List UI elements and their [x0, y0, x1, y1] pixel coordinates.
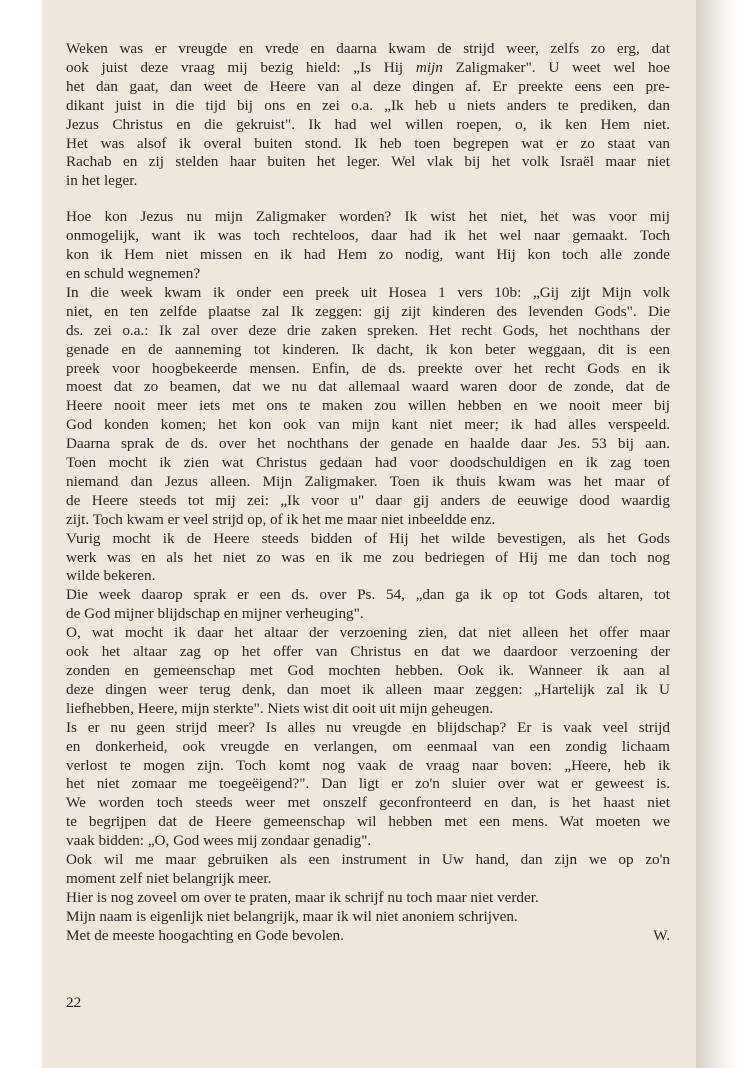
- text-line: te begrijpen dat de Heere gemeenschap wil hebben met een mens. Wat moeten we: [66, 813, 670, 831]
- closing-line: [66, 927, 670, 946]
- paragraph: [66, 624, 670, 719]
- text-line: dikant juist in die tijd bij ons en zei o.a. „Ik heb u niets anders te prediken, dan: [66, 96, 670, 114]
- text-line: Die week daarop sprak er een ds. over Ps. 54, „dan ga ik op tot Gods altaren, tot: [66, 586, 670, 604]
- paragraph: [66, 208, 670, 284]
- text-line: niemand dan Jezus alleen. Mijn Zaligmaker. Toen ik thuis kwam was het maar of: [66, 472, 670, 490]
- text-line: werk was en als het niet zo was en ik me zou bedriegen of Hij me dan toch nog: [66, 548, 670, 566]
- text-line: [66, 59, 670, 78]
- paragraph: [66, 40, 670, 191]
- text-line: Het was alsof ik overal buiten stond. Ik heb toen begrepen wat er zo staat van: [66, 134, 670, 152]
- text-line: Mijn naam is eigenlijk niet belangrijk, maar ik wil niet anoniem schrijven.: [66, 907, 518, 925]
- paragraph: [66, 530, 670, 587]
- text-line: genade en de aanneming tot kinderen. Ik dacht, ik kon beter weggaan, dit is een: [66, 340, 670, 358]
- text-line: Heere nooit meer iets met ons te maken zou willen hebben en we nooit meer bij: [66, 397, 670, 415]
- text-line: de God mijner blijdschap en mijner verheuging".: [66, 605, 364, 623]
- signature: W.: [653, 926, 670, 944]
- paragraph: [66, 719, 670, 851]
- paragraph: [66, 889, 670, 908]
- closing-text: Met de meeste hoogachting en Gode bevolen.: [66, 926, 344, 944]
- text-line: Jezus Christus en die gekruist". Ik had wel willen roepen, o, ik ken Hem niet.: [66, 115, 670, 133]
- text-line: God konden komen; het kon ook van mijn kant niet meer; ik had alles verspeeld.: [66, 416, 670, 434]
- text-line: Vurig mocht ik de Heere steeds bidden of Hij het wilde bevestigen, als het Gods: [66, 529, 670, 547]
- text-line: wilde bekeren.: [66, 567, 156, 585]
- text-line: moment zelf niet belangrijk meer.: [66, 869, 272, 887]
- text-line: ds. zei o.a.: Ik zal over deze drie zaken spreken. Het recht Gods, het nochthans der: [66, 321, 670, 339]
- text-line: in het leger.: [66, 172, 138, 190]
- text-line: het niet zomaar me toegeëigend?". Dan ligt er zo'n sluier over wat er geweest is.: [66, 775, 670, 793]
- text-line: Daarna sprak de ds. over het nochthans der genade en haalde daar Jes. 53 bij aan.: [66, 435, 670, 453]
- paragraph: [66, 851, 670, 889]
- paragraph: [66, 284, 670, 530]
- italic-word: mijn: [415, 58, 443, 76]
- text-line: ook het altaar zag op het offer van Christus en dat we daardoor verzoening der: [66, 643, 670, 661]
- text-segment: ook juist deze vraag mij bezig hield: „Is Hij: [66, 58, 416, 76]
- text-line: en donkerheid, ook vreugde en verlangen, om eenmaal van een zondig lichaam: [66, 737, 670, 755]
- text-line: deze dingen weer terug denk, dan moet ik alleen maar zeggen: „Hartelijk zal ik U: [66, 680, 670, 698]
- text-line: en schuld wegnemen?: [66, 264, 201, 282]
- text-line: O, wat mocht ik daar het altaar der verzoening zien, dat niet alleen het offer maar: [66, 624, 670, 642]
- paragraph: [66, 586, 670, 624]
- text-line: zonden en gemeenschap met God mochten hebben. Ook ik. Wanneer ik aan al: [66, 662, 670, 679]
- text-line: Ook wil me maar gebruiken als een instrument in Uw hand, dan zijn we op zo'n: [66, 851, 670, 869]
- text-line: Is er nu geen strijd meer? Is alles nu vreugde en blijdschap? Er is vaak veel strijd: [66, 718, 670, 736]
- paragraph: [66, 908, 670, 927]
- text-line: niet, en ten zelfde plaatse zal Ik zeggen: gij zijt kinderen des levenden Gods". Die: [66, 302, 670, 320]
- text-line: kon ik Hem niet missen en ik had Hem zo nodig, want Hij kon toch alle zonde: [66, 246, 670, 264]
- text-line: onmogelijk, want ik was toch rechteloos, daar had ik het wel naar gemaakt. Toch: [66, 227, 670, 245]
- text-segment: Zaligmaker". U weet wel hoe: [442, 58, 670, 76]
- text-line: We worden toch steeds weer met onszelf geconfronteerd en dan, is het haast niet: [66, 794, 670, 812]
- text-line: liefhebben, Heere, mijn sterkte". Niets wist dit ooit uit mijn geheugen.: [66, 699, 494, 717]
- text-line: preek voor hoogbekeerde mensen. Enfin, de ds. preekte over het recht Gods en ik: [66, 359, 670, 377]
- page-number: 22: [66, 994, 82, 1011]
- text-line: Rachab en zij stelden haar buiten het leger. Wel vlak bij het volk Israël maar niet: [66, 153, 670, 171]
- text-line: moest dat zo beamen, dat we nu dat allemaal waard waren door de zonde, dat de: [66, 378, 670, 396]
- text-line: vaak bidden: „O, God wees mij zondaar genadig".: [66, 832, 372, 850]
- article-body: [66, 40, 670, 946]
- text-line: het dan gaat, dan weet de Heere van al deze dingen af. Er preekte eens een pre-: [66, 77, 670, 95]
- text-line: Weken was er vreugde en vrede en daarna kwam de strijd weer, zelfs zo erg, dat: [66, 40, 670, 57]
- text-line: de Heere steeds tot mij zei: „Ik voor u" daar gij anders de eeuwige dood waardig: [66, 491, 670, 509]
- page-edge-shadow: [696, 0, 738, 1068]
- text-line: Hoe kon Jezus nu mijn Zaligmaker worden? Ik wist het niet, het was voor mij: [66, 208, 670, 226]
- text-line: verlost te mogen zijn. Toch komt nog vaak de vraag naar boven: „Heere, heb ik: [66, 756, 670, 774]
- text-line: zijt. Toch kwam er veel strijd op, of ik het me maar niet inbeeldde enz.: [66, 510, 496, 528]
- text-line: Hier is nog zoveel om over te praten, maar ik schrijf nu toch maar niet verder.: [66, 888, 539, 906]
- text-line: In die week kwam ik onder een preek uit Hosea 1 vers 10b: „Gij zijt Mijn volk: [66, 283, 670, 301]
- text-line: Toen mocht ik zien wat Christus gedaan had voor doodschuldigen en ik zag toen: [66, 454, 670, 472]
